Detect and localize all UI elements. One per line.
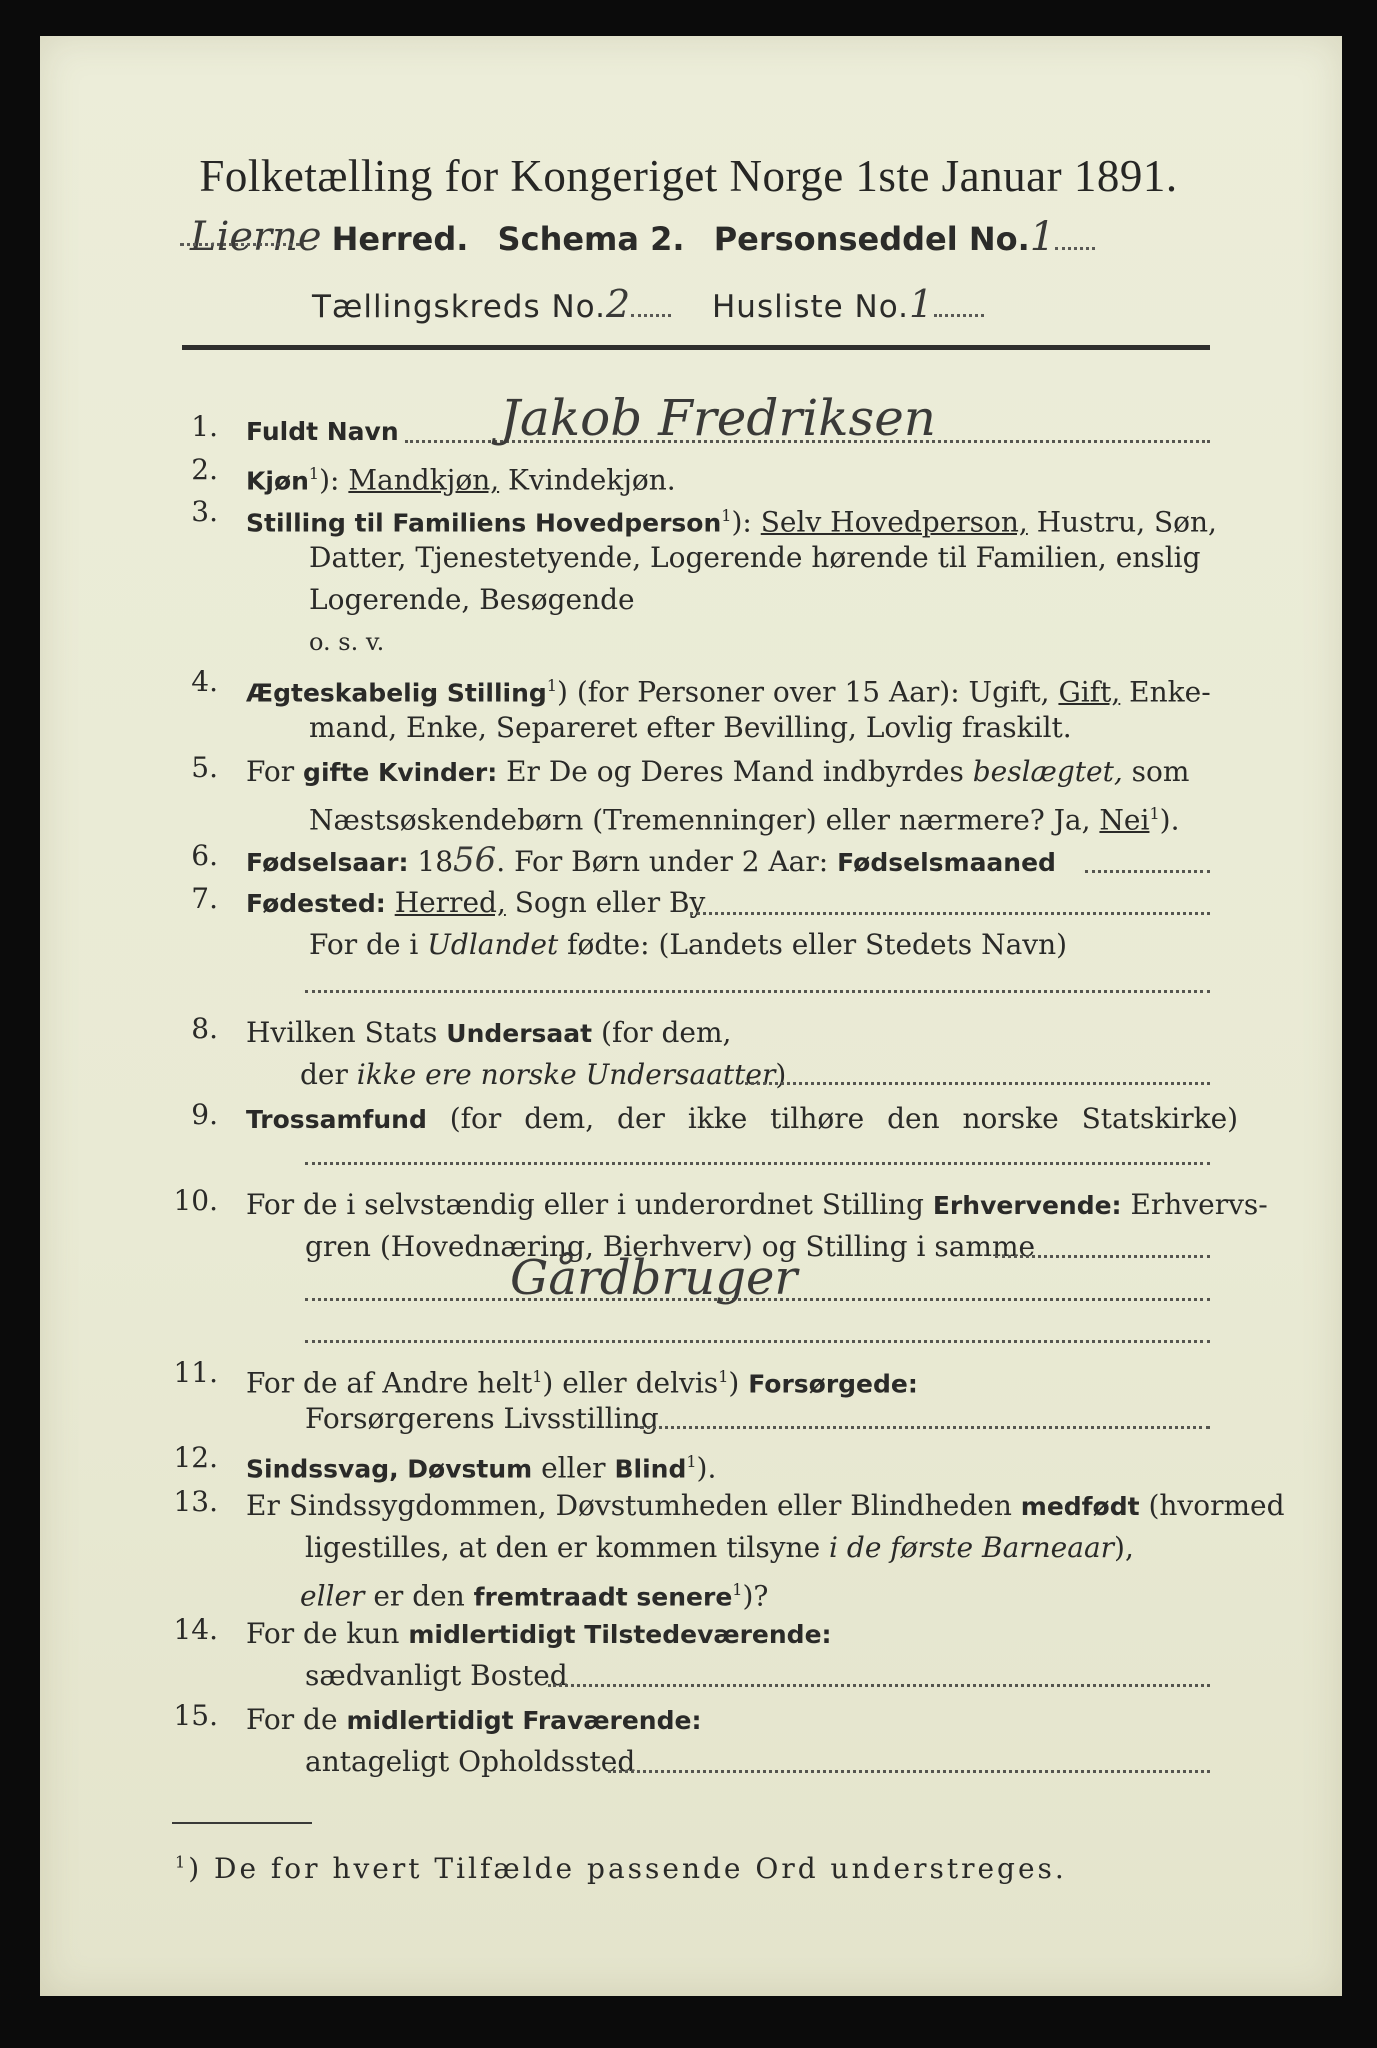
provider-leader: [640, 1426, 1210, 1429]
item-3-row: Stilling til Familiens Hovedperson$^1$): Selv Hovedperson, Hustru, Søn,: [246, 505, 1217, 539]
item-12-number: 12.: [173, 1441, 218, 1474]
item-1-number: 1.: [191, 410, 218, 443]
foreign-birthplace-leader: [305, 990, 1210, 993]
later-onset-label: fremtraadt senere: [473, 1582, 733, 1612]
item-13-row: Er Sindssygdommen, Døvstumheden eller Blindheden medfødt (hvormed: [246, 1489, 1285, 1522]
item-15-line2: antageligt Opholdssted: [305, 1745, 636, 1778]
full-name-value: Jakob Fredriksen: [500, 389, 936, 447]
married-women-label: gifte Kvinder:: [303, 758, 498, 787]
item-11-row: For de af Andre helt$^1$) eller delvis$^1$) Forsørgede:: [246, 1366, 918, 1400]
item-14-line2: sædvanligt Bosted: [305, 1659, 568, 1692]
item-6-number: 6.: [191, 839, 218, 872]
family-position-label: Stilling til Familiens Hovedperson: [246, 508, 722, 538]
item-13-line3: eller er den fremtraadt senere$^1$)?: [300, 1579, 769, 1613]
item-5-number: 5.: [191, 751, 218, 784]
husliste-value: 1: [909, 282, 935, 326]
item-3-number: 3.: [191, 495, 218, 528]
sex-male-selected: Mandkjøn,: [348, 463, 500, 497]
birth-year-label: Fødselsaar:: [246, 848, 409, 877]
item-10-line2: gren (Hovednæring, Bierhverv) og Stilling i samme: [305, 1230, 1036, 1263]
birthplace-label: Fødested:: [246, 889, 386, 918]
birth-year-value: 56: [453, 840, 497, 880]
sex-female-option: Kvindekjøn.: [499, 463, 676, 497]
blind-label: Blind: [614, 1454, 687, 1484]
temporarily-present-label: midlertidigt Tilstedeværende:: [408, 1620, 832, 1649]
item-10-number: 10.: [173, 1184, 218, 1217]
item-13-number: 13.: [173, 1485, 218, 1518]
form-title: Folketælling for Kongeriget Norge 1ste Januar 1891.: [199, 151, 1178, 201]
dependents-label: Forsørgede:: [748, 1369, 918, 1399]
item-7-row: Fødested: Herred, Sogn eller By: [246, 886, 706, 919]
item-15-number: 15.: [173, 1699, 218, 1732]
footnote-divider: [172, 1822, 312, 1824]
religion-label: Trossamfund: [246, 1105, 427, 1134]
kreds-value: 2: [605, 282, 632, 326]
header-divider: [182, 345, 1210, 350]
birth-month-label: Fødselsmaaned: [837, 848, 1056, 877]
item-9-number: 9.: [191, 1098, 218, 1131]
item-9-row: Trossamfund (for dem, der ikke tilhøre den norske Statskirke): [246, 1102, 1239, 1135]
occupation-extra-leader: [305, 1340, 1210, 1343]
item-12-row: Sindssvag, Døvstum eller Blind$^1$).: [246, 1451, 717, 1485]
item-14-number: 14.: [173, 1613, 218, 1646]
marital-status-selected: Gift,: [1058, 675, 1121, 709]
birthplace-selected: Herred,: [394, 886, 506, 919]
full-name-label: Fuldt Navn: [246, 417, 399, 446]
item-3-line2: Datter, Tjenestetyende, Logerende hørende til Familien, enslig: [309, 541, 1201, 574]
husliste-label: Husliste No.: [711, 289, 910, 325]
kreds-line: [312, 282, 984, 326]
item-4-line2: mand, Enke, Separeret efter Bevilling, Lovlig fraskilt.: [309, 711, 1072, 744]
schema-label: Schema 2.: [497, 220, 685, 258]
religion-leader: [305, 1162, 1210, 1165]
marital-status-label: Ægteskabelig Stilling: [246, 678, 547, 708]
item-11-line2: Forsørgerens Livsstilling: [305, 1402, 659, 1435]
item-7-number: 7.: [191, 882, 218, 915]
item-4-row: Ægteskabelig Stilling$^1$) (for Personer over 15 Aar): Ugift, Gift, Enke-: [246, 675, 1211, 709]
item-3-line3: Logerende, Besøgende: [309, 583, 635, 616]
item-6-row: Fødselsaar: 1856. For Børn under 2 Aar: Fødselsmaaned: [246, 840, 1056, 880]
item-2-row: Kjøn$^1$): Mandkjøn, Kvindekjøn.: [246, 463, 676, 497]
item-8-number: 8.: [191, 1012, 218, 1045]
birth-month-leader: [1085, 870, 1210, 873]
usual-residence-leader: [548, 1684, 1210, 1687]
herred-label: Herred.: [331, 220, 469, 258]
sex-label: Kjøn: [246, 466, 309, 496]
citizenship-leader: [745, 1082, 1210, 1085]
item-2-number: 2.: [191, 453, 218, 486]
item-14-row: For de kun midlertidigt Tilstedeværende:: [246, 1617, 832, 1650]
item-8-row: Hvilken Stats Undersaat (for dem,: [246, 1016, 732, 1049]
temporarily-absent-label: midlertidigt Fraværende:: [346, 1706, 702, 1735]
congenital-label: medfødt: [1020, 1492, 1140, 1521]
probable-residence-leader: [608, 1770, 1210, 1773]
item-3-line4: o. s. v.: [309, 628, 385, 656]
item-5-line2: Næstsøskendebørn (Tremenninger) eller nærmere? Ja, Nei$^1$).: [309, 803, 1180, 837]
personseddel-value: 1: [1029, 214, 1056, 260]
item-4-number: 4.: [191, 665, 218, 698]
item-7-line2: For de i Udlandet fødte: (Landets eller Stedets Navn): [309, 928, 1068, 961]
item-10-row: For de i selvstændig eller i underordnet Stilling Erhvervende: Erhvervs-: [246, 1188, 1268, 1221]
item-15-row: For de midlertidigt Fraværende:: [246, 1703, 702, 1736]
item-8-line2: der ikke ere norske Undersaatter): [300, 1058, 787, 1091]
family-position-selected: Selv Hovedperson,: [760, 505, 1028, 539]
occupation-line2-leader: [995, 1255, 1210, 1258]
birthplace-leader: [690, 912, 1210, 915]
item-13-line2: ligestilles, at den er kommen tilsyne i de første Barneaar),: [305, 1531, 1134, 1564]
herred-line: [180, 214, 1095, 260]
item-1-label: [246, 410, 399, 453]
occupation-value: Gårdbruger: [510, 1250, 798, 1306]
item-5-row: For gifte Kvinder: Er De og Deres Mand indbyrdes beslægtet, som: [246, 755, 1190, 788]
kreds-label: Tællingskreds No.: [312, 289, 606, 325]
related-answer-selected: Nei: [1099, 803, 1150, 837]
item-11-number: 11.: [173, 1356, 218, 1389]
personseddel-label: Personseddel No.: [713, 220, 1030, 258]
disability-label: Sindssvag, Døvstum: [246, 1454, 533, 1484]
occupation-label: Erhvervende:: [932, 1191, 1122, 1220]
herred-value: Lierne: [190, 214, 322, 260]
citizenship-label: Undersaat: [446, 1019, 593, 1048]
footnote: $^1$) De for hvert Tilfælde passende Ord understreges.: [175, 1852, 1067, 1885]
